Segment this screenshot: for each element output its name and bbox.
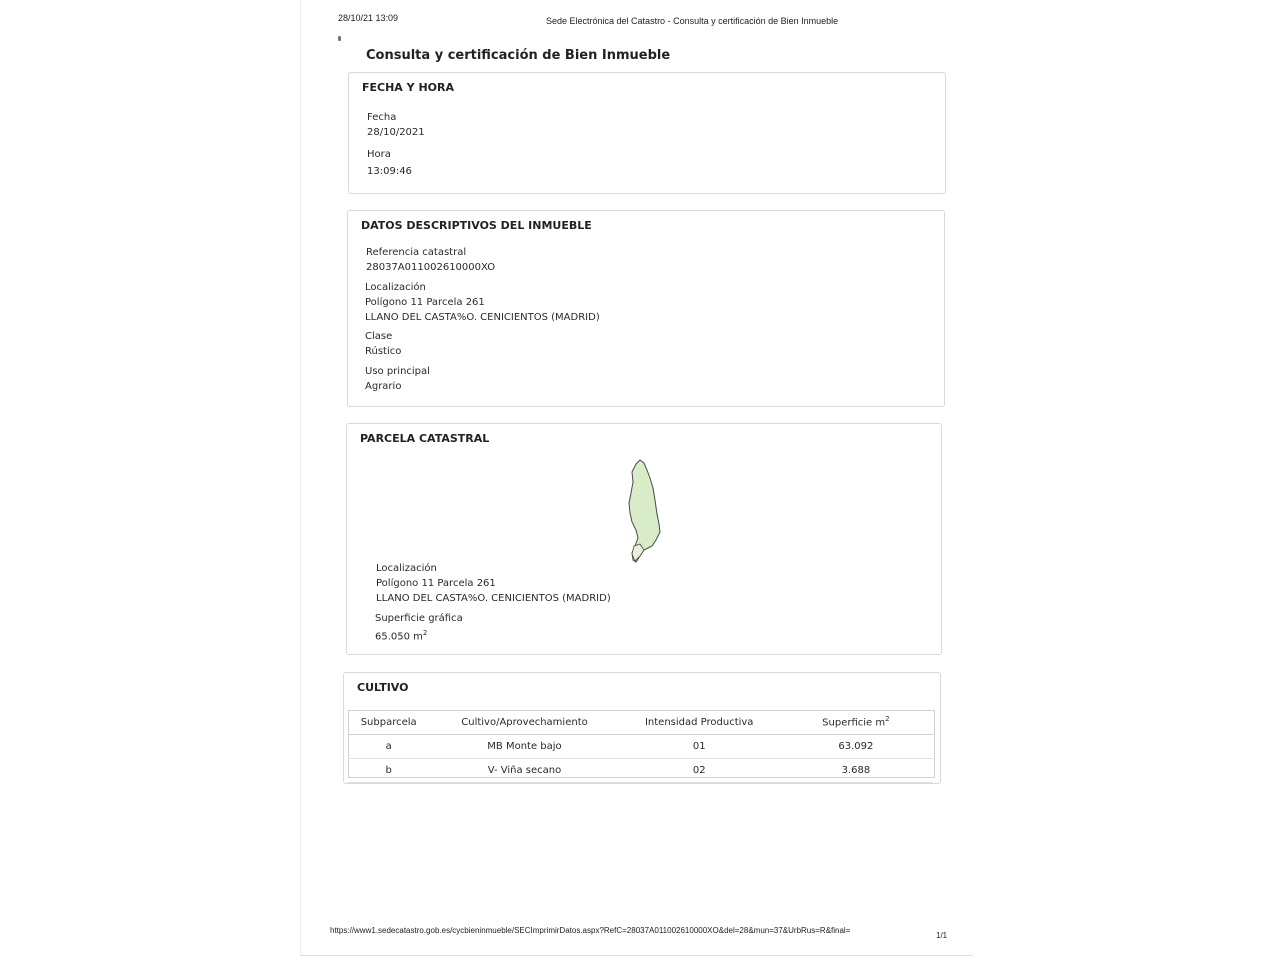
cultivo-table bbox=[348, 710, 933, 783]
uso-value: Agrario bbox=[365, 381, 402, 392]
clase-value: Rústico bbox=[365, 346, 402, 357]
localizacion-line2: LLANO DEL CASTA%O. CENICIENTOS (MADRID) bbox=[365, 312, 600, 323]
hora-label: Hora bbox=[367, 149, 391, 160]
parcel-map bbox=[622, 458, 682, 568]
col-intensidad: Intensidad Productiva bbox=[620, 710, 779, 735]
cell-subparcela: b bbox=[348, 759, 429, 783]
print-header-page-title: Sede Electrónica del Catastro - Consulta y certificación de Bien Inmueble bbox=[546, 16, 839, 26]
cultivo-panel bbox=[343, 672, 941, 784]
print-footer-page: 1/1 bbox=[936, 931, 948, 940]
cell-superficie: 63.092 bbox=[779, 735, 933, 759]
superficie-value: 65.050 m bbox=[375, 631, 423, 643]
scan-mark bbox=[338, 36, 341, 41]
col-superficie-label: Superficie m bbox=[822, 717, 886, 729]
datos-descriptivos-title: DATOS DESCRIPTIVOS DEL INMUEBLE bbox=[361, 219, 592, 232]
parcela-localizacion-label: Localización bbox=[376, 563, 437, 574]
superficie-unit-sup: 2 bbox=[422, 629, 428, 637]
cell-superficie: 3.688 bbox=[779, 759, 933, 783]
print-footer-url: https://www1.sedecatastro.gob.es/cycbieninmueble/SECImprimirDatos.aspx?RefC=28037A011002610000XO&del=28&mun=37&UrbRus=R&final= bbox=[330, 926, 851, 935]
cultivo-title: CULTIVO bbox=[357, 681, 409, 694]
parcela-localizacion-line2: LLANO DEL CASTA%O. CENICIENTOS (MADRID) bbox=[376, 593, 611, 604]
parcela-localizacion-line1: Polígono 11 Parcela 261 bbox=[376, 578, 496, 589]
col-cultivo: Cultivo/Aprovechamiento bbox=[429, 710, 619, 735]
fecha-label: Fecha bbox=[367, 112, 397, 123]
parcela-localizacion-field bbox=[376, 561, 611, 606]
cell-intensidad: 02 bbox=[620, 759, 779, 783]
uso-label: Uso principal bbox=[365, 366, 430, 377]
fecha-value: 28/10/2021 bbox=[367, 127, 425, 138]
col-superficie bbox=[779, 710, 933, 735]
superficie-value-line bbox=[375, 626, 463, 644]
superficie-field bbox=[375, 611, 463, 644]
cell-cultivo: V- Viña secano bbox=[429, 759, 619, 783]
fecha-hora-title: FECHA Y HORA bbox=[362, 81, 454, 94]
hora-value: 13:09:46 bbox=[367, 166, 412, 177]
table-row bbox=[348, 759, 933, 783]
cell-cultivo: MB Monte bajo bbox=[429, 735, 619, 759]
localizacion-line1: Polígono 11 Parcela 261 bbox=[365, 297, 485, 308]
clase-field bbox=[365, 329, 401, 359]
referencia-value: 28037A011002610000XO bbox=[366, 262, 496, 273]
referencia-field bbox=[366, 245, 495, 275]
localizacion-field bbox=[365, 280, 600, 325]
uso-field bbox=[365, 364, 430, 394]
cell-subparcela: a bbox=[348, 735, 429, 759]
cultivo-table-header bbox=[348, 710, 933, 735]
superficie-label: Superficie gráfica bbox=[375, 613, 463, 624]
parcela-panel bbox=[346, 423, 942, 655]
clase-label: Clase bbox=[365, 331, 393, 342]
document-title: Consulta y certificación de Bien Inmueble bbox=[366, 48, 671, 63]
col-superficie-sup: 2 bbox=[885, 715, 890, 724]
cell-intensidad: 01 bbox=[620, 735, 779, 759]
parcela-title: PARCELA CATASTRAL bbox=[360, 432, 490, 445]
fecha-hora-panel bbox=[348, 72, 946, 194]
datos-descriptivos-panel bbox=[347, 210, 945, 407]
hora-field bbox=[367, 147, 412, 179]
col-subparcela: Subparcela bbox=[348, 710, 429, 735]
print-header-datetime: 28/10/21 13:09 bbox=[338, 13, 399, 23]
fecha-field bbox=[367, 110, 425, 140]
localizacion-label: Localización bbox=[365, 282, 426, 293]
table-row bbox=[348, 735, 933, 759]
referencia-label: Referencia catastral bbox=[366, 247, 467, 258]
